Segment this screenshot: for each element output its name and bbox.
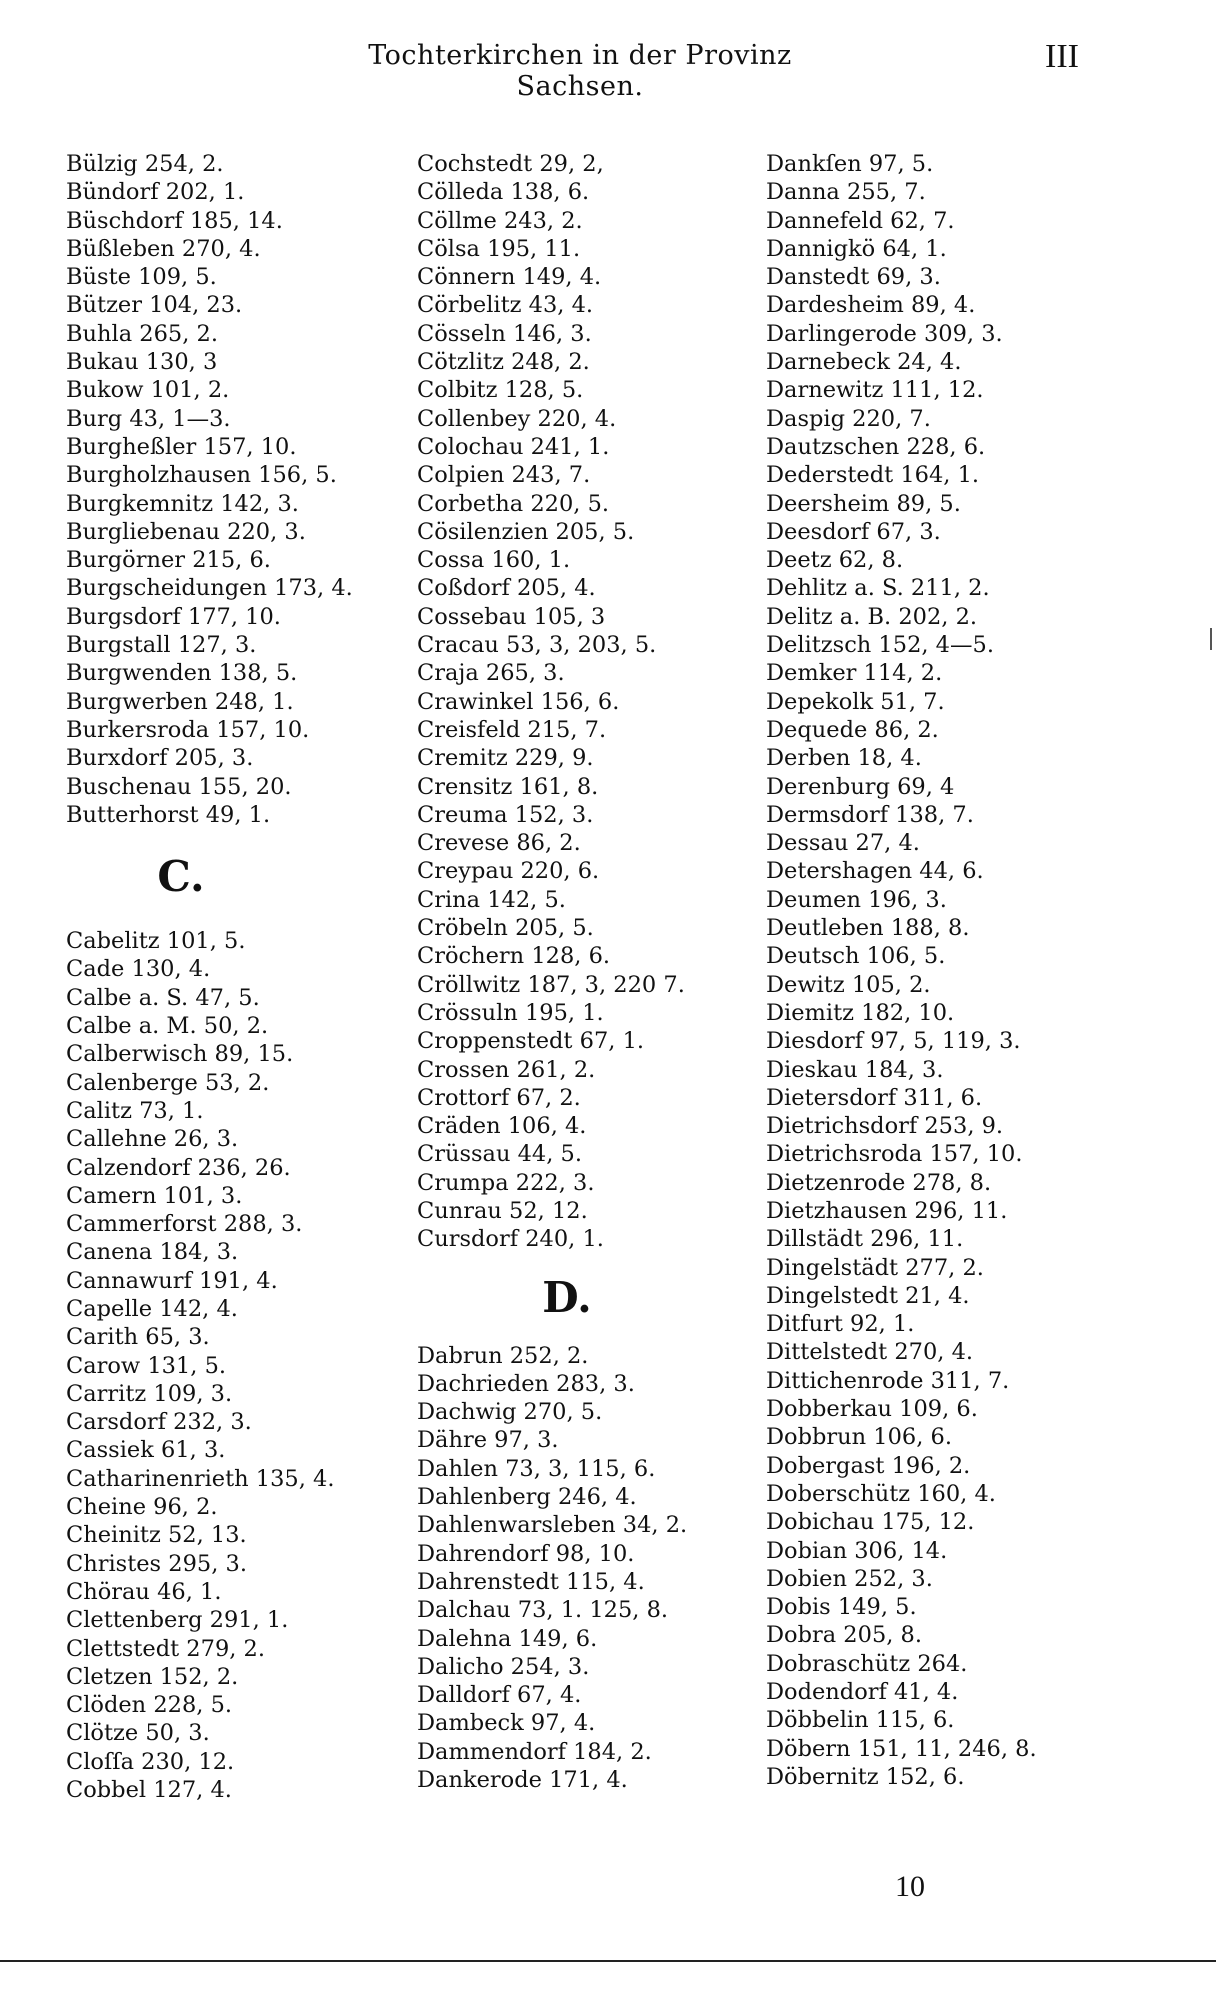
letter-heading: C. xyxy=(157,852,205,902)
index-entry: Dingelstedt 21, 4. xyxy=(766,1282,970,1309)
page-header xyxy=(0,38,1216,102)
index-entry: Calbe a. M. 50, 2. xyxy=(66,1013,269,1040)
index-entry: Crina 142, 5. xyxy=(417,886,566,913)
index-entry: Burgwerben 248, 1. xyxy=(66,688,294,715)
index-entry: Crawinkel 156, 6. xyxy=(417,688,620,715)
index-entry: Clöden 228, 5. xyxy=(66,1692,233,1719)
index-entry: Cröchern 128, 6. xyxy=(417,943,611,970)
index-entry: Deesdorf 67, 3. xyxy=(766,518,941,545)
index-entry: Cheinitz 52, 13. xyxy=(66,1522,247,1549)
index-entry: Bukau 130, 3 xyxy=(66,349,218,376)
index-entry: Bülzig 254, 2. xyxy=(66,151,224,177)
index-entry: Danna 255, 7. xyxy=(766,179,926,206)
index-entry: Dobra 205, 8. xyxy=(766,1622,923,1649)
index-entry: Darnebeck 24, 4. xyxy=(766,349,962,376)
index-entry: Burgwenden 138, 5. xyxy=(66,660,298,687)
index-entry: Derben 18, 4. xyxy=(766,745,922,772)
index-entry: Dobbrun 106, 6. xyxy=(766,1424,952,1451)
index-entry: Burgörner 215, 6. xyxy=(66,547,271,574)
index-entry: Dessau 27, 4. xyxy=(766,830,920,857)
index-entry: Calzendorf 236, 26. xyxy=(66,1154,291,1181)
index-entry: Crössuln 195, 1. xyxy=(417,999,604,1026)
index-entry: Dalehna 149, 6. xyxy=(417,1625,598,1652)
index-entry: Christes 295, 3. xyxy=(66,1550,247,1577)
index-entry: Dietersdorf 311, 6. xyxy=(766,1084,983,1111)
index-entry: Deumen 196, 3. xyxy=(766,886,947,913)
index-entry: Derenburg 69, 4 xyxy=(766,773,955,800)
index-entry: Dachrieden 283, 3. xyxy=(417,1370,635,1397)
index-entry: Burgstall 127, 3. xyxy=(66,632,257,659)
index-entry: Burgholzhausen 156, 5. xyxy=(66,462,337,489)
index-entry: Cröbeln 205, 5. xyxy=(417,915,594,942)
index-entry: Colochau 241, 1. xyxy=(417,433,610,460)
index-entry: Cöllme 243, 2. xyxy=(417,207,583,234)
index-entry: Calberwisch 89, 15. xyxy=(66,1041,294,1068)
index-entry: Büßleben 270, 4. xyxy=(66,235,261,262)
index-entry: Carsdorf 232, 3. xyxy=(66,1409,252,1436)
index-entry: Cobbel 127, 4. xyxy=(66,1777,232,1804)
index-entry: Cloſſa 230, 12. xyxy=(66,1748,235,1775)
index-entry: Burxdorf 205, 3. xyxy=(66,745,254,772)
index-entry: Dittelstedt 270, 4. xyxy=(766,1339,974,1366)
index-entry: Collenbey 220, 4. xyxy=(417,405,617,432)
index-entry: Crumpa 222, 3. xyxy=(417,1169,595,1196)
index-entry: Dillstädt 296, 11. xyxy=(766,1226,964,1253)
index-entry: Carith 65, 3. xyxy=(66,1324,210,1351)
index-entry: Dietrichsroda 157, 10. xyxy=(766,1141,1023,1168)
letter-heading: D. xyxy=(542,1272,592,1322)
index-entry: Dalchau 73, 1. 125, 8. xyxy=(417,1597,669,1624)
index-entry: Dachwig 270, 5. xyxy=(417,1399,603,1426)
index-entry: Cörbelitz 43, 4. xyxy=(417,292,594,319)
index-entry: Dehlitz a. S. 211, 2. xyxy=(766,575,990,602)
index-entry: Crottorf 67, 2. xyxy=(417,1084,581,1111)
index-entry: Dederstedt 164, 1. xyxy=(766,462,980,489)
index-entry: Dahrendorf 98, 10. xyxy=(417,1540,635,1567)
index-entry: Dabrun 252, 2. xyxy=(417,1342,589,1369)
index-entry: Depekolk 51, 7. xyxy=(766,688,945,715)
index-entry: Cösilenzien 205, 5. xyxy=(417,518,635,545)
index-entry: Cröllwitz 187, 3, 220 7. xyxy=(417,971,685,998)
bottom-rule xyxy=(0,1960,1216,1962)
index-entry: Cammerforst 288, 3. xyxy=(66,1211,303,1238)
index-entry: Cabelitz 101, 5. xyxy=(66,928,246,955)
index-entry: Dahlenwarsleben 34, 2. xyxy=(417,1512,688,1539)
index-entry: Colbitz 128, 5. xyxy=(417,377,584,404)
index-entry: Creisfeld 215, 7. xyxy=(417,716,607,743)
index-entry: Detershagen 44, 6. xyxy=(766,858,984,885)
index-entry: Ditfurt 92, 1. xyxy=(766,1311,915,1338)
index-entry: Cönnern 149, 4. xyxy=(417,264,602,291)
index-entry: Diemitz 182, 10. xyxy=(766,999,955,1026)
index-entry: Dobis 149, 5. xyxy=(766,1594,917,1621)
index-entry: Carritz 109, 3. xyxy=(66,1380,233,1407)
index-entry: Burkersroda 157, 10. xyxy=(66,716,310,743)
index-entry: Butterhorst 49, 1. xyxy=(66,801,271,828)
index-entry: Dieskau 184, 3. xyxy=(766,1056,944,1083)
index-entry: Dietrichsdorf 253, 9. xyxy=(766,1113,1004,1140)
index-entry: Chörau 46, 1. xyxy=(66,1578,222,1605)
index-entry: Dewitz 105, 2. xyxy=(766,971,931,998)
index-entry: Dankerode 171, 4. xyxy=(417,1767,628,1794)
index-entry: Cursdorf 240, 1. xyxy=(417,1226,604,1253)
index-entry: Dobien 252, 3. xyxy=(766,1565,933,1592)
index-entry: Buschenau 155, 20. xyxy=(66,773,292,800)
index-entry: Dobichau 175, 12. xyxy=(766,1509,975,1536)
index-entry: Carow 131, 5. xyxy=(66,1352,227,1379)
index-entry: Dahrenstedt 115, 4. xyxy=(417,1568,645,1595)
index-entry: Döbern 151, 11, 246, 8. xyxy=(766,1735,1037,1762)
index-entry: Dobian 306, 14. xyxy=(766,1537,948,1564)
index-entry: Dardesheim 89, 4. xyxy=(766,292,976,319)
index-entry: Capelle 142, 4. xyxy=(66,1295,238,1322)
index-entry: Cossebau 105, 3 xyxy=(417,603,606,630)
index-entry: Burgscheidungen 173, 4. xyxy=(66,575,353,602)
index-entry: Dannigkö 64, 1. xyxy=(766,235,947,262)
index-entry: Creuma 152, 3. xyxy=(417,801,594,828)
index-entry: Darnewitz 111, 12. xyxy=(766,377,984,404)
index-entry: Cunrau 52, 12. xyxy=(417,1197,588,1224)
index-entry: Büste 109, 5. xyxy=(66,264,217,291)
index-entry: Burgliebenau 220, 3. xyxy=(66,518,306,545)
index-entry: Dodendorf 41, 4. xyxy=(766,1679,959,1706)
index-entry: Burgheßler 157, 10. xyxy=(66,433,297,460)
index-entry: Crüssau 44, 5. xyxy=(417,1141,583,1168)
index-entry: Crossen 261, 2. xyxy=(417,1056,596,1083)
index-entry: Crevese 86, 2. xyxy=(417,830,581,857)
index-entry: Cracau 53, 3, 203, 5. xyxy=(417,632,657,659)
edge-mark xyxy=(1210,628,1212,650)
index-entry: Dalicho 254, 3. xyxy=(417,1653,590,1680)
index-entry: Doberschütz 160, 4. xyxy=(766,1480,996,1507)
index-entry: Croppenstedt 67, 1. xyxy=(417,1028,645,1055)
index-entry: Burg 43, 1—3. xyxy=(66,405,231,432)
index-entry: Dambeck 97, 4. xyxy=(417,1710,596,1737)
index-entry: Cölleda 138, 6. xyxy=(417,179,590,206)
index-entry: Deutsch 106, 5. xyxy=(766,943,946,970)
index-entry: Clettstedt 279, 2. xyxy=(66,1635,266,1662)
index-entry: Cösseln 146, 3. xyxy=(417,320,592,347)
index-column-1 xyxy=(66,150,396,1804)
index-entry: Coßdorf 205, 4. xyxy=(417,575,596,602)
index-entry: Deetz 62, 8. xyxy=(766,547,904,574)
index-entry: Cräden 106, 4. xyxy=(417,1113,587,1140)
index-entry: Calbe a. S. 47, 5. xyxy=(66,984,260,1011)
running-title: Tochterkirchen in der Provinz Sachsen. xyxy=(368,40,792,102)
index-entry: Bündorf 202, 1. xyxy=(66,179,245,206)
index-entry: Buhla 265, 2. xyxy=(66,320,218,347)
index-entry: Dietzenrode 278, 8. xyxy=(766,1169,992,1196)
index-entry: Dankſen 97, 5. xyxy=(766,151,934,177)
index-entry: Dammendorf 184, 2. xyxy=(417,1738,652,1765)
index-entry: Colpien 243, 7. xyxy=(417,462,591,489)
index-entry: Crensitz 161, 8. xyxy=(417,773,599,800)
index-entry: Burgkemnitz 142, 3. xyxy=(66,490,299,517)
index-column-2 xyxy=(417,150,767,1794)
index-entry: Calitz 73, 1. xyxy=(66,1097,204,1124)
index-entry: Canena 184, 3. xyxy=(66,1239,239,1266)
index-entry: Dequede 86, 2. xyxy=(766,716,939,743)
index-entry: Burgsdorf 177, 10. xyxy=(66,603,281,630)
index-entry: Cheine 96, 2. xyxy=(66,1494,218,1521)
index-entry: Danstedt 69, 3. xyxy=(766,264,941,291)
index-entry: Cletzen 152, 2. xyxy=(66,1663,239,1690)
index-entry: Creypau 220, 6. xyxy=(417,858,600,885)
index-entry: Dobergast 196, 2. xyxy=(766,1452,971,1479)
index-entry: Corbetha 220, 5. xyxy=(417,490,610,517)
index-entry: Dobraschütz 264. xyxy=(766,1650,968,1677)
index-entry: Cötzlitz 248, 2. xyxy=(417,349,590,376)
index-entry: Deutleben 188, 8. xyxy=(766,915,970,942)
index-entry: Delitzsch 152, 4—5. xyxy=(766,632,994,659)
index-entry: Cochstedt 29, 2, xyxy=(417,151,604,177)
index-entry: Dingelstädt 277, 2. xyxy=(766,1254,984,1281)
index-entry: Darlingerode 309, 3. xyxy=(766,320,1003,347)
index-entry: Callehne 26, 3. xyxy=(66,1126,239,1153)
index-entry: Dannefeld 62, 7. xyxy=(766,207,955,234)
index-entry: Dautzschen 228, 6. xyxy=(766,433,986,460)
index-entry: Deersheim 89, 5. xyxy=(766,490,961,517)
index-entry: Cremitz 229, 9. xyxy=(417,745,594,772)
index-entry: Dalldorf 67, 4. xyxy=(417,1682,582,1709)
index-entry: Calenberge 53, 2. xyxy=(66,1069,270,1096)
index-entry: Dobberkau 109, 6. xyxy=(766,1396,978,1423)
index-entry: Döbbelin 115, 6. xyxy=(766,1707,955,1734)
index-entry: Camern 101, 3. xyxy=(66,1182,243,1209)
index-entry: Dermsdorf 138, 7. xyxy=(766,801,974,828)
index-entry: Dahlen 73, 3, 115, 6. xyxy=(417,1455,656,1482)
index-entry: Dittichenrode 311, 7. xyxy=(766,1367,1010,1394)
index-entry: Dietzhausen 296, 11. xyxy=(766,1197,1008,1224)
index-entry: Catharinenrieth 135, 4. xyxy=(66,1465,335,1492)
index-entry: Cölsa 195, 11. xyxy=(417,235,581,262)
index-entry: Bützer 104, 23. xyxy=(66,292,243,319)
index-column-3 xyxy=(766,150,1206,1791)
index-entry: Daspig 220, 7. xyxy=(766,405,931,432)
index-entry: Demker 114, 2. xyxy=(766,660,943,687)
index-entry: Bukow 101, 2. xyxy=(66,377,230,404)
page-number: 10 xyxy=(895,1870,925,1903)
index-entry: Büschdorf 185, 14. xyxy=(66,207,283,234)
index-entry: Clettenberg 291, 1. xyxy=(66,1607,289,1634)
index-entry: Dähre 97, 3. xyxy=(417,1427,559,1454)
index-entry: Cade 130, 4. xyxy=(66,956,211,983)
index-entry: Cassiek 61, 3. xyxy=(66,1437,226,1464)
index-entry: Dahlenberg 246, 4. xyxy=(417,1484,637,1511)
index-entry: Diesdorf 97, 5, 119, 3. xyxy=(766,1028,1021,1055)
index-entry: Döbernitz 152, 6. xyxy=(766,1763,965,1790)
index-entry: Cannawurf 191, 4. xyxy=(66,1267,278,1294)
index-entry: Cossa 160, 1. xyxy=(417,547,571,574)
index-entry: Clötze 50, 3. xyxy=(66,1720,210,1747)
index-entry: Delitz a. B. 202, 2. xyxy=(766,603,978,630)
index-entry: Craja 265, 3. xyxy=(417,660,565,687)
section-roman-numeral: III xyxy=(1045,38,1079,75)
